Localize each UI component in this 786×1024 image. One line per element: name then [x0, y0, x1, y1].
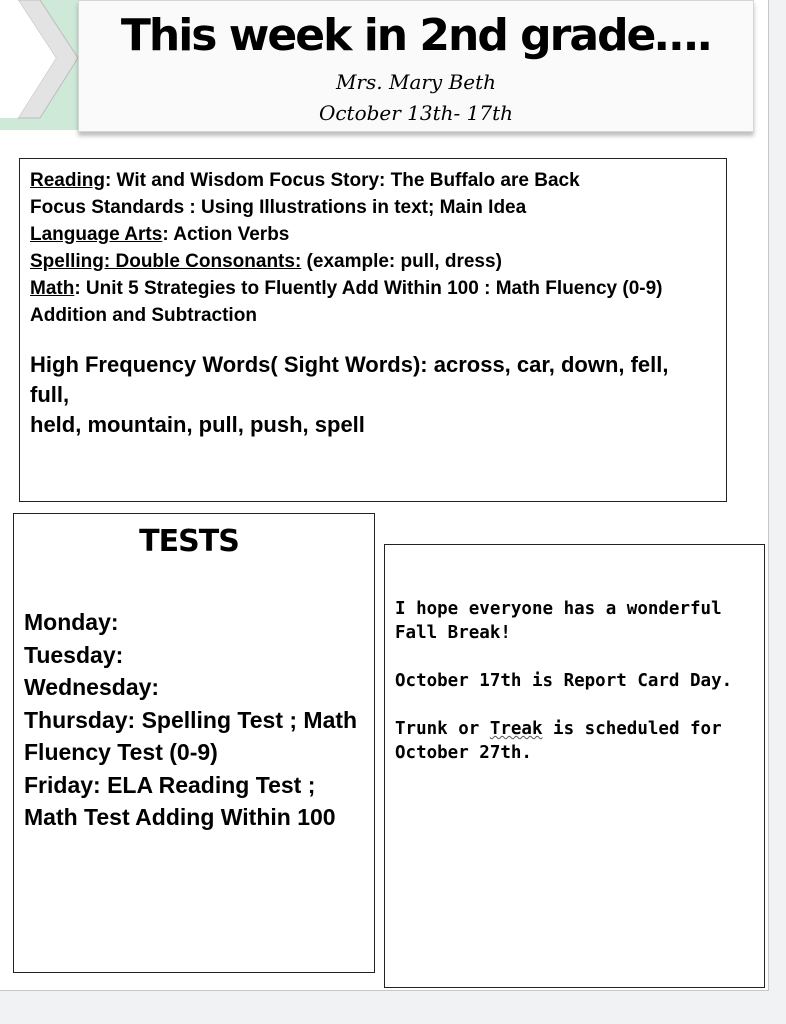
- focus-standards-line: Focus Standards : Using Illustrations in text; Main Idea: [30, 197, 527, 218]
- math-line-2: Addition and Subtraction: [30, 305, 257, 326]
- test-line: Tuesday:: [24, 641, 124, 668]
- note-text: is scheduled for: [542, 719, 722, 739]
- curriculum-overview-box: [19, 158, 727, 502]
- tests-list: [24, 606, 364, 834]
- reading-line: [30, 167, 716, 194]
- reading-label: Reading: [30, 170, 105, 191]
- page-title: This week in 2nd grade….: [120, 10, 712, 61]
- test-line: Fluency Test (0-9): [24, 739, 218, 765]
- test-line: Math Test Adding Within 100: [24, 804, 336, 830]
- hf-line: High Frequency Words( Sight Words): across, car, down, fell,: [30, 352, 669, 377]
- note-line: Fall Break!: [395, 623, 511, 643]
- spelling-line: [30, 248, 716, 275]
- test-line: Wednesday:: [24, 674, 160, 700]
- hf-line: full,: [30, 382, 70, 407]
- hf-line: held, mountain, pull, push, spell: [30, 412, 365, 437]
- header-banner: [78, 0, 754, 132]
- teacher-name: Mrs. Mary Beth: [335, 70, 497, 94]
- high-frequency-words: [30, 350, 716, 440]
- note-line: [395, 717, 754, 741]
- spelling-text: (example: pull, dress): [301, 251, 502, 272]
- math-text: : Unit 5 Strategies to Fluently Add Within 100 : Math Fluency (0-9): [74, 278, 663, 299]
- trunk-or-treat-note: [395, 717, 754, 765]
- announcements-box: [384, 544, 765, 988]
- report-card-note: October 17th is Report Card Day.: [395, 671, 733, 691]
- spelling-label: Spelling: Double Consonants:: [30, 251, 302, 272]
- math-line: [30, 275, 716, 302]
- language-arts-label: Language Arts: [30, 224, 163, 245]
- reading-text: : Wit and Wisdom Focus Story: The Buffalo are Back: [104, 170, 580, 191]
- note-line: I hope everyone has a wonderful: [395, 599, 722, 619]
- language-arts-line: [30, 221, 716, 248]
- language-arts-text: : Action Verbs: [162, 224, 290, 245]
- test-line: Monday:: [24, 609, 119, 635]
- misspelled-word: Treak: [489, 719, 543, 739]
- test-line: Friday: ELA Reading Test ;: [24, 771, 316, 798]
- math-label: Math: [30, 278, 75, 299]
- fall-break-note: [395, 597, 754, 645]
- test-line: Thursday: Spelling Test ; Math: [24, 706, 358, 733]
- tests-box: [13, 513, 375, 973]
- tests-title: TESTS: [139, 524, 239, 559]
- week-dates: October 13th- 17th: [318, 101, 514, 125]
- note-line: October 27th.: [395, 743, 532, 763]
- note-text: Trunk or: [395, 719, 490, 739]
